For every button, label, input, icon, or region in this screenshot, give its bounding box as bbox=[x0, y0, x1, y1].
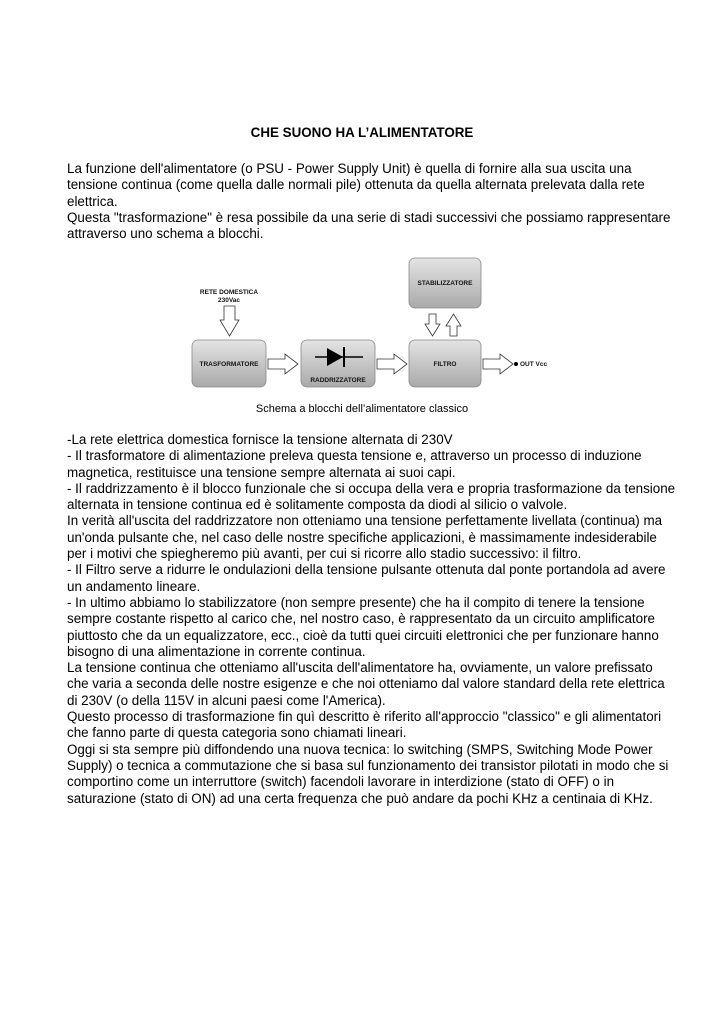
body-paragraph: Questo processo di trasformazione fin quì descritto è riferito all'approccio "classico" e gli alimentatori che fanno parte di questa categoria sono chiamati lineari. bbox=[67, 709, 662, 741]
page-title: CHE SUONO HA L’ALIMENTATORE bbox=[250, 125, 474, 140]
output-label: OUT Vcc bbox=[520, 361, 548, 368]
output-terminal-icon bbox=[514, 362, 518, 366]
intro-paragraph: Questa "trasformazione" è resa possibile da una serie di stadi successivi che possiamo rappresentare attraverso uno schema a blocchi. bbox=[67, 209, 671, 242]
body-paragraph: -La rete elettrica domestica fornisce la tensione alternata di 230V bbox=[67, 432, 453, 447]
block-diagram bbox=[0, 0, 724, 430]
body-paragraph: Oggi si sta sempre più diffondendo una nuova tecnica: lo switching (SMPS, Switching Mode Power Supply) o tecnica a commutazione che si basa sul funzionamento dei transistor pilotati in modo che si comportino come un interruttore (switch) facendoli lavorare in interdizione (stato di OFF) o in saturazione (stato di ON) ad una certa frequenza che può andare da pochi KHz a centinaia di KHz. bbox=[67, 741, 669, 806]
arrow-transformer-rectifier bbox=[268, 354, 298, 374]
input-label-line2: 230Vac bbox=[217, 297, 241, 304]
body-paragraph: - In ultimo abbiamo lo stabilizzatore (non sempre presente) che ha il compito di tenere la tensione sempre costante rispetto al carico che, nel nostro caso, è rappresentato da un circuito amplificatore piuttosto che da un equalizzatore, ecc., cioè da tutti quei circuiti elettronici che per funzionare hanno bisogno di una alimentazione in corrente continua. bbox=[67, 594, 659, 659]
body-paragraph: La tensione continua che otteniamo all'uscita dell'alimentatore ha, ovviamente, un valore prefissato che varia a seconda delle nostre esigenze e che noi otteniamo dal valore standard della rete elettrica di 230V (o della 115V in alcuni paesi come l'America). bbox=[67, 660, 665, 708]
body-paragraph: - Il trasformatore di alimentazione preleva questa tensione e, attraverso un processo di induzione magnetica, restituisce una tensione sempre alternata ai suoi capi. bbox=[67, 448, 642, 480]
input-down-arrow bbox=[220, 306, 239, 336]
arrow-stabilizer-down bbox=[425, 314, 440, 336]
body-text bbox=[67, 432, 677, 807]
diagram-caption: Schema a blocchi dell’alimentatore classico bbox=[255, 403, 469, 415]
input-label-line1: RETE DOMESTICA bbox=[199, 289, 259, 296]
rectifier-label: RADDRIZZATORE bbox=[310, 377, 366, 384]
body-paragraph: - Il raddrizzamento è il blocco funzionale che si occupa della vera e propria trasformazione da tensione alternata in tensione continua ed è solitamente composta da diodi al silicio o valvole. bbox=[67, 480, 676, 513]
arrow-rectifier-filter bbox=[377, 354, 407, 374]
transformer-label: TRASFORMATORE bbox=[199, 361, 259, 368]
arrow-filter-up bbox=[446, 314, 461, 336]
body-paragraph: - Il Filtro serve a ridurre le ondulazioni della tensione pulsante ottenuta dal ponte portandola ad avere un andamento lineare. bbox=[67, 562, 666, 594]
body-paragraph: In verità all'uscita del raddrizzatore non otteniamo una tensione perfettamente livellata (continua) ma un'onda pulsante che, nel caso delle nostre specifiche applicazioni, è massimamente indesiderabile per i motivi che spiegheremo più avanti, per cui si ricorre allo stadio successivo: il filtro. bbox=[67, 513, 663, 562]
intro-paragraph: La funzione dell'alimentatore (o PSU - Power Supply Unit) è quella di fornire alla sua uscita una tensione continua (come quella dalle normali pile) ottenuta da quella alternata prelevata dalla rete elettrica. bbox=[67, 161, 645, 209]
output-arrow bbox=[483, 354, 513, 374]
filter-label: FILTRO bbox=[433, 361, 457, 368]
stabilizer-label: STABILIZZATORE bbox=[417, 280, 473, 287]
